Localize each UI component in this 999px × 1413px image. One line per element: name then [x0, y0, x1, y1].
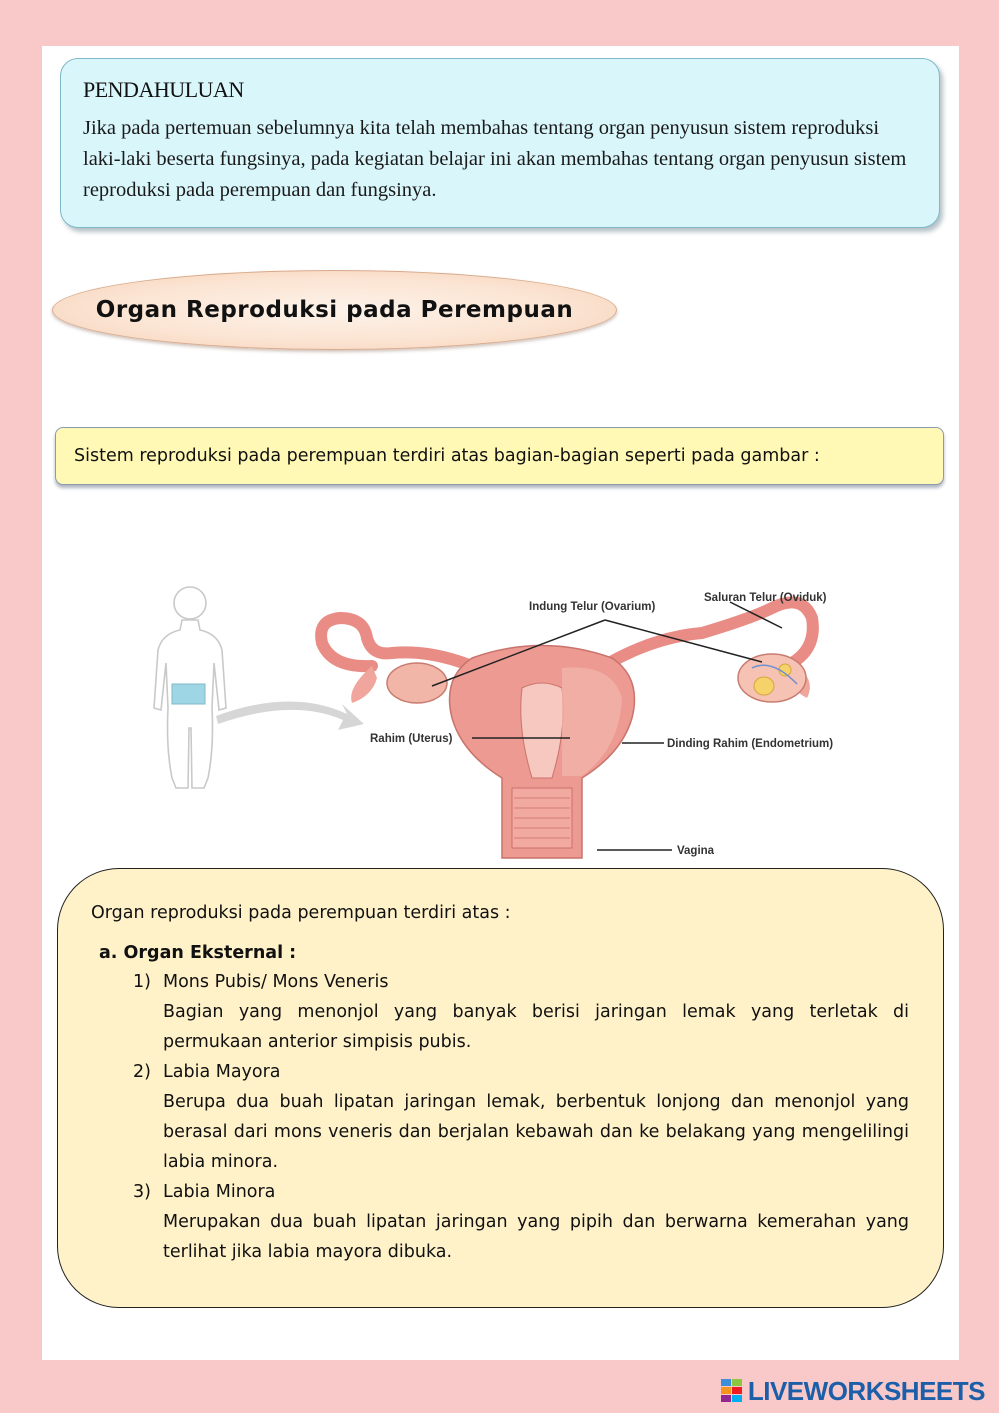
item-title: Labia Minora	[163, 1182, 276, 1202]
intro-text: Jika pada pertemuan sebelumnya kita telah membahas tentang organ penyusun sistem reproduksi laki-laki beserta fungsinya, pada kegiatan belajar ini akan membahas tentang organ penyusun sistem reproduksi pada perempuan dan fungsinya.	[83, 117, 907, 201]
label-ovarium: Indung Telur (Ovarium)	[529, 601, 656, 613]
item-description: Bagian yang menonjol yang banyak berisi jaringan lemak yang terletak di permukaan anterior simpisis pubis.	[163, 1002, 909, 1052]
reproductive-system-figure	[142, 538, 842, 857]
label-uterus: Rahim (Uterus)	[370, 733, 453, 745]
item-description: Merupakan dua buah lipatan jaringan yang pipih dan berwarna kemerahan yang terlihat jika labia mayora dibuka.	[163, 1212, 909, 1262]
item-description: Berupa dua buah lipatan jaringan lemak, berbentuk lonjong dan menonjol yang berasal dari mons veneris dan berjalan kebawah dan ke belakang yang mengelilingi labia minora.	[163, 1092, 909, 1172]
label-vagina: Vagina	[677, 845, 715, 857]
brand-text: LIVEWORKSHEETS	[747, 1375, 985, 1406]
highlight-region	[172, 684, 205, 704]
figure-intro-banner	[55, 427, 944, 485]
list-item	[133, 1057, 913, 1087]
liveworksheets-logo-icon	[721, 1379, 743, 1403]
item-number: 1)	[133, 972, 151, 992]
intro-title: PENDAHULUAN	[83, 77, 244, 102]
banner-text: Sistem reproduksi pada perempuan terdiri atas bagian-bagian seperti pada gambar :	[74, 446, 820, 466]
item-number: 2)	[133, 1062, 151, 1082]
external-organs-heading: a. Organ Eksternal :	[99, 943, 297, 963]
arrow-icon	[216, 701, 364, 730]
item-title: Mons Pubis/ Mons Veneris	[163, 972, 389, 992]
label-oviduk: Saluran Telur (Oviduk)	[704, 592, 827, 604]
section-title-pill	[52, 270, 617, 350]
intro-box	[60, 58, 940, 228]
content-lead: Organ reproduksi pada perempuan terdiri atas :	[91, 903, 511, 923]
organ-illustration	[321, 602, 813, 858]
list-item	[133, 1177, 913, 1207]
liveworksheets-footer[interactable]	[721, 1376, 985, 1406]
worksheet-page	[42, 46, 959, 1360]
item-number: 3)	[133, 1182, 151, 1202]
section-title: Organ Reproduksi pada Perempuan	[95, 297, 574, 323]
item-title: Labia Mayora	[163, 1062, 281, 1082]
list-item	[133, 967, 913, 997]
label-endometrium: Dinding Rahim (Endometrium)	[667, 738, 834, 750]
content-box	[57, 868, 944, 1308]
